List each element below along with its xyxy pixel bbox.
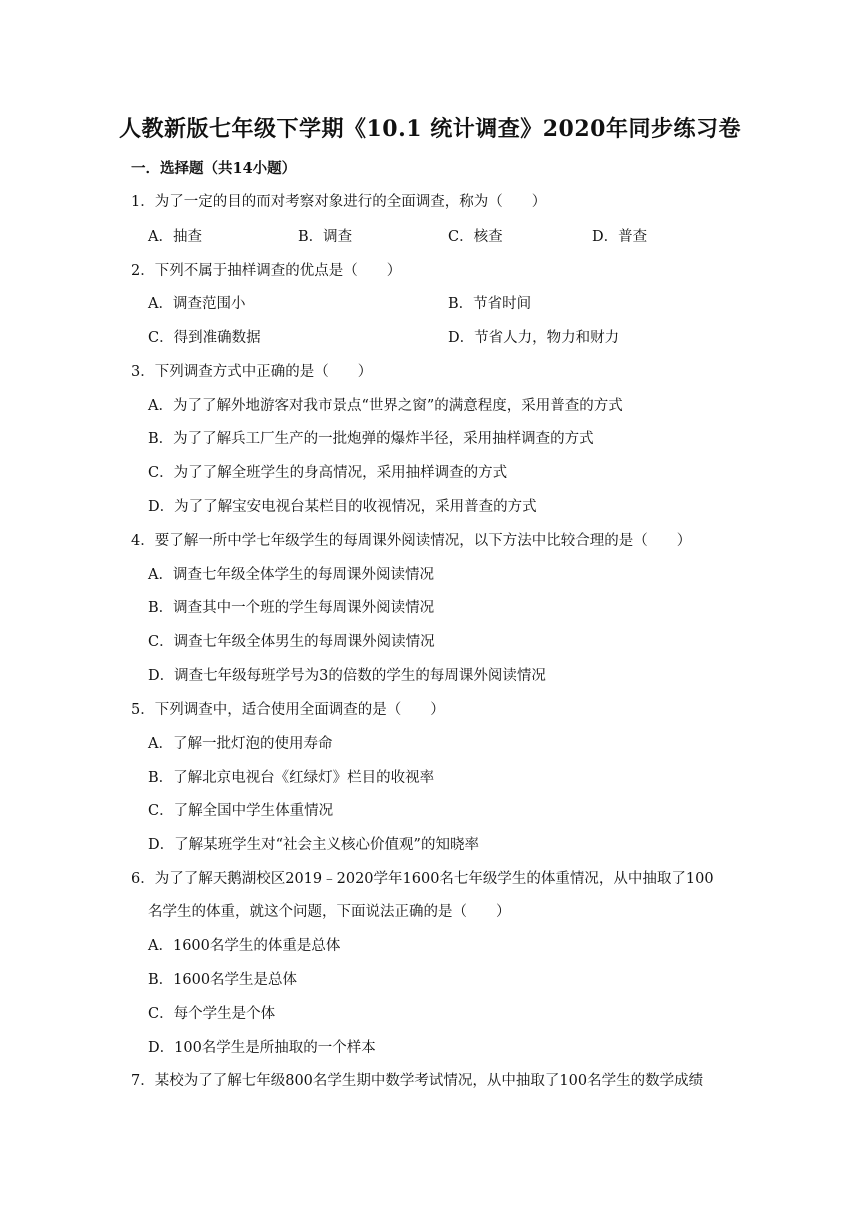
question-4-option-a: A．调查七年级全体学生的每周课外阅读情况: [148, 567, 434, 583]
question-6-stem-line-2: 名学生的体重，就这个问题，下面说法正确的是（ ）: [148, 904, 511, 920]
question-2-option-c: C．得到准确数据: [148, 330, 261, 346]
question-6-option-c: C．每个学生是个体: [148, 1006, 276, 1022]
question-3-option-b: B．为了了解兵工厂生产的一批炮弹的爆炸半径，采用抽样调查的方式: [148, 431, 594, 447]
question-3-stem: 3．下列调查方式中正确的是（ ）: [131, 364, 373, 380]
question-5-option-b: B．了解北京电视台《红绿灯》栏目的收视率: [148, 770, 435, 786]
question-1-option-d: D．普查: [592, 229, 648, 245]
question-6-option-a: A．1600名学生的体重是总体: [148, 938, 341, 954]
question-4-stem: 4．要了解一所中学七年级学生的每周课外阅读情况，以下方法中比较合理的是（ ）: [131, 533, 692, 549]
question-5-option-c: C．了解全国中学生体重情况: [148, 803, 334, 819]
question-3-option-a: A．为了了解外地游客对我市景点“世界之窗”的满意程度，采用普查的方式: [148, 398, 623, 414]
question-5-stem: 5．下列调查中，适合使用全面调查的是（ ）: [131, 702, 445, 718]
question-1-option-c: C．核查: [448, 229, 503, 245]
question-4-option-d: D．调查七年级每班学号为3的倍数的学生的每周课外阅读情况: [148, 668, 546, 684]
question-2-stem: 2．下列不属于抽样调查的优点是（ ）: [131, 263, 402, 279]
question-4-option-c: C．调查七年级全体男生的每周课外阅读情况: [148, 634, 435, 650]
question-3-option-d: D．为了了解宝安电视台某栏目的收视情况，采用普查的方式: [148, 499, 537, 515]
question-5-option-a: A．了解一批灯泡的使用寿命: [148, 736, 333, 752]
question-3-option-c: C．为了了解全班学生的身高情况，采用抽样调查的方式: [148, 465, 508, 481]
question-2-option-a: A．调查范围小: [148, 296, 246, 312]
question-1-option-b: B．调查: [298, 229, 353, 245]
question-4-option-b: B．调查其中一个班的学生每周课外阅读情况: [148, 600, 435, 616]
question-2-option-b: B．节省时间: [448, 296, 532, 312]
section-heading: 一．选择题（共14小题）: [131, 160, 297, 177]
question-6-stem-line-1: 6．为了了解天鹅湖校区2019﹣2020学年1600名七年级学生的体重情况，从中抽取了100: [131, 871, 714, 887]
question-1-option-a: A．抽查: [148, 229, 202, 245]
question-7-stem-line-1: 7．某校为了了解七年级800名学生期中数学考试情况，从中抽取了100名学生的数学成绩: [131, 1073, 704, 1089]
question-1-stem: 1．为了一定的目的而对考察对象进行的全面调查，称为（ ）: [131, 194, 547, 210]
question-5-option-d: D．了解某班学生对“社会主义核心价值观”的知晓率: [148, 837, 479, 853]
question-2-option-d: D．节省人力，物力和财力: [448, 330, 620, 346]
question-6-option-d: D．100名学生是所抽取的一个样本: [148, 1040, 376, 1056]
question-6-option-b: B．1600名学生是总体: [148, 972, 298, 988]
page-title: 人教新版七年级下学期《10.1 统计调查》2020年同步练习卷: [119, 116, 741, 142]
